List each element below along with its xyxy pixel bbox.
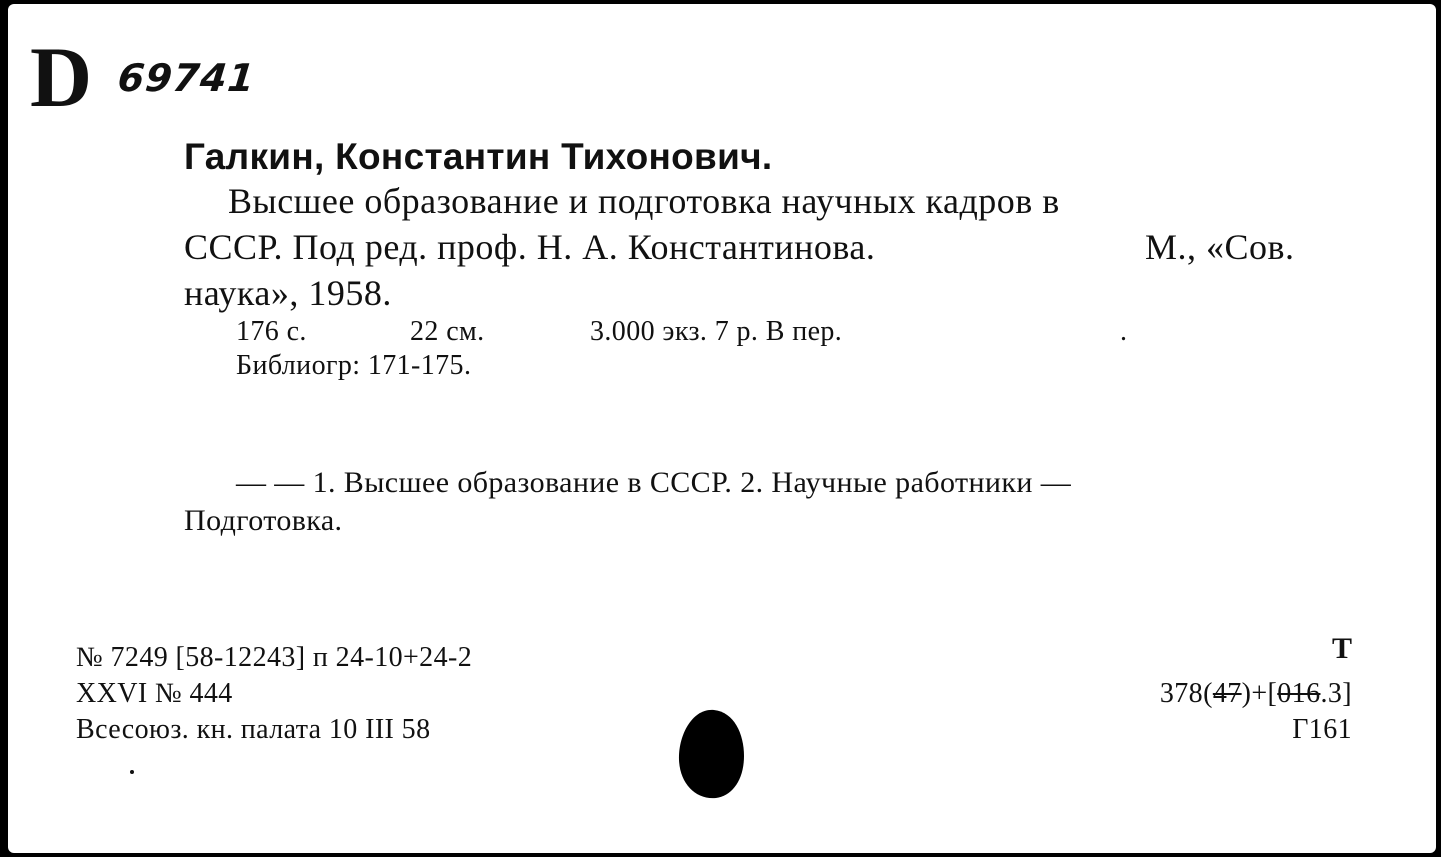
class-part-3: .3] [1320,678,1352,709]
classification-index [1160,678,1352,710]
bibliography-note: Библиогр: 171-175. [236,350,472,381]
subject-headings-line-2: Подготовка. [184,504,343,537]
author-mark: Г161 [1292,714,1352,745]
footer-chamber-date: Всесоюз. кн. палата 10 III 58 [76,714,431,745]
class-part-2: )+[ [1241,678,1278,709]
footer-right-mark: Т [1331,632,1352,665]
catalog-card [8,4,1436,853]
subject-headings-line-1: — — 1. Высшее образование в СССР. 2. Научные работники — [236,466,1072,499]
class-part-1: 378( [1159,678,1213,709]
library-mark: D [30,29,91,125]
footer-volume-number: XXVI № 444 [76,678,233,709]
footer-registration-number: № 7249 [58-12243] п 24-10+24-2 [76,642,473,673]
class-struck-2: 016 [1277,678,1321,709]
speck [130,770,134,774]
title-line-1: Высшее образование и подготовка научных кадров в [228,181,1060,221]
imprint-place: М., «Сов. [1145,227,1295,267]
collation-pages: 176 с. [236,316,307,347]
collation-size: 22 см. [410,316,485,347]
handwritten-shelf-number: 69741 [115,56,258,100]
class-struck-1: 47 [1212,678,1242,709]
punch-hole [676,708,746,800]
collation-copies-price: 3.000 экз. 7 р. В пер. [590,316,843,347]
author-heading: Галкин, Константин Тихонович. [184,136,773,177]
collation-dot: . [1120,316,1128,347]
title-line-3: наука», 1958. [184,273,392,313]
title-line-2: СССР. Под ред. проф. Н. А. Константинова. [184,227,876,267]
